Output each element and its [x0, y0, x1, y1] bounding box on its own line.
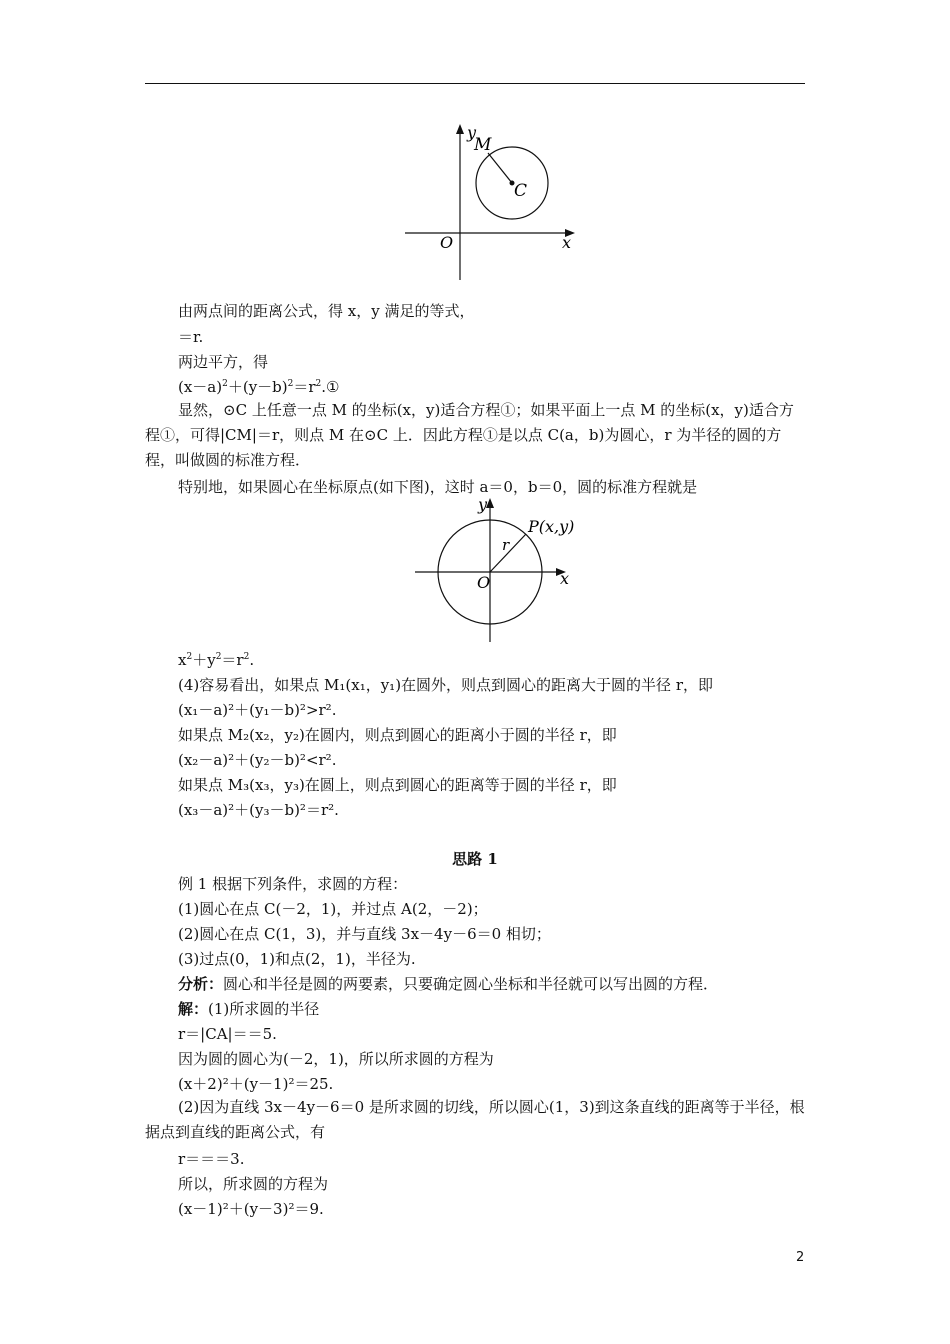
text-line: 由两点间的距离公式，得 x，y 满足的等式，	[178, 302, 475, 320]
page-number: 2	[796, 1250, 805, 1265]
label-m: M	[474, 135, 492, 155]
text-line: 如果点 M₃(x₃，y₃)在圆上，则点到圆心的距离等于圆的半径 r，即	[178, 776, 617, 794]
equation-line: (x₃－a)²＋(y₃－b)²＝r².	[178, 801, 339, 819]
equation-line: (x₂－a)²＋(y₂－b)²<r².	[178, 751, 337, 769]
label-y: y	[467, 123, 477, 142]
text-line: 所以，所求圆的方程为	[178, 1175, 329, 1193]
equation-line: r＝＝＝3.	[178, 1150, 245, 1168]
text-line: 两边平方，得	[178, 353, 269, 371]
equation-line: $x^2+y^2=r^2$.	[178, 651, 255, 669]
example-item: (1)圆心在点 C(－2，1)，并过点 A(2，－2)；	[178, 900, 488, 918]
figure-circle-center-c	[400, 120, 590, 290]
example-item: (2)圆心在点 C(1，3)，并与直线 3x－4y－6＝0 相切；	[178, 925, 551, 943]
radius-cm	[488, 153, 512, 183]
text-line: 特别地，如果圆心在坐标原点(如下图)，这时 a＝0，b＝0，圆的标准方程就是	[178, 478, 698, 496]
equation-line: (x₁－a)²＋(y₁－b)²>r².	[178, 701, 337, 719]
figure-circle-origin	[410, 492, 585, 647]
paragraph: 显然，⊙C 上任意一点 M 的坐标(x，y)适合方程①；如果平面上一点 M 的坐标(x，y)适合方程①，可得|CM|＝r，则点 M 在⊙C 上．因此方程①是以点 C(a，b)为圆心，r 为半径的圆的方程，叫做圆的标准方程．	[145, 401, 794, 469]
label-x: x	[560, 569, 570, 588]
y-axis-arrow	[486, 498, 494, 508]
text-line: (4)容易看出，如果点 M₁(x₁，y₁)在圆外，则点到圆心的距离大于圆的半径 r，即	[178, 676, 713, 694]
text-line: 因为圆的圆心为(－2，1)，所以所求圆的方程为	[178, 1050, 494, 1068]
label-o: O	[477, 573, 491, 592]
equation-line: (x－1)²＋(y－3)²＝9.	[178, 1200, 324, 1218]
equation-line: $(x-a)^2+(y-b)^2=r^2.①$	[178, 378, 340, 396]
equation-line: (x＋2)²＋(y－1)²＝25.	[178, 1075, 334, 1093]
label-c: C	[514, 181, 528, 201]
label-r: r	[502, 536, 510, 554]
analysis-label: 分析：	[178, 975, 224, 993]
example-title: 例 1 根据下列条件，求圆的方程：	[178, 875, 408, 893]
analysis-line: 分析：圆心和半径是圆的两要素，只要确定圆心坐标和半径就可以写出圆的方程．	[178, 975, 719, 993]
solution-line: 解：(1)所求圆的半径	[178, 1000, 320, 1018]
example-item: (3)过点(0，1)和点(2，1)，半径为.	[178, 950, 416, 968]
equation-line: r＝|CA|＝＝5.	[178, 1025, 277, 1043]
solution-label: 解：	[178, 1000, 209, 1018]
section-heading: 思路 1	[452, 850, 498, 868]
paragraph: (2)因为直线 3x－4y－6＝0 是所求圆的切线，所以圆心(1，3)到这条直线的距离等于半径，根据点到直线的距离公式，有	[145, 1098, 805, 1141]
label-y: y	[478, 495, 488, 514]
header-rule	[145, 83, 805, 84]
label-p: P(x,y)	[528, 517, 575, 536]
label-x: x	[562, 233, 572, 252]
label-o: O	[440, 233, 454, 252]
text-line: 如果点 M₂(x₂，y₂)在圆内，则点到圆心的距离小于圆的半径 r，即	[178, 726, 617, 744]
text-line: ＝r.	[178, 328, 204, 346]
y-axis-arrow	[456, 124, 464, 134]
